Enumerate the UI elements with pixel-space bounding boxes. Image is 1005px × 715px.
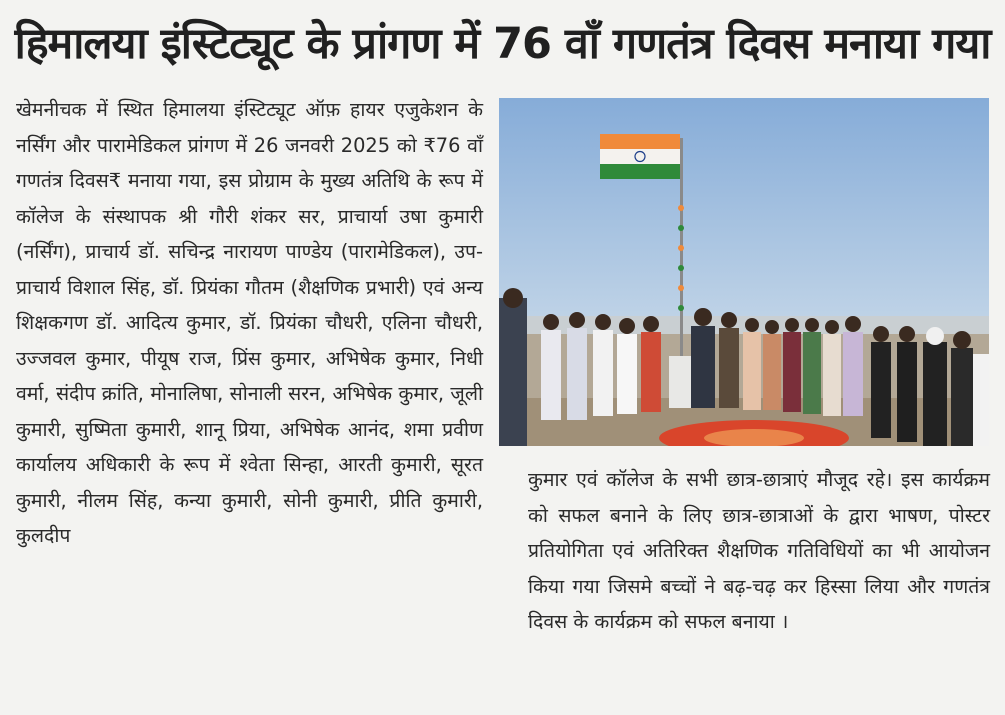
article-column-right: कुमार एवं कॉलेज के सभी छात्र-छात्राएं मौजूद रहे। इस कार्यक्रम को सफल बनाने के लिए छात्र-छात्राओं के द्वारा भाषण, पोस्टर प्रतियोगिता एवं अतिरिक्त शैक्षणिक गतिविधियों का भी आयोजन किया गया जिसमे बच्चों ने बढ़-चढ़ कर हिस्सा लिया और गणतंत्र दिवस के कार्यक्रम को सफल बनाया । <box>528 468 990 633</box>
article-column-left: खेमनीचक में स्थित हिमालया इंस्टिट्यूट ऑफ़ हायर एजुकेशन के नर्सिंग और पारामेडिकल प्रांगण में 26 जनवरी 2025 को ₹76 वाँ गणतंत्र दिवस₹ मनाया गया, इस प्रोग्राम के मुख्य अतिथि के रूप में कॉलेज के संस्थापक श्री गौरी शंकर सर, प्राचार्या उषा कुमारी (नर्सिंग), प्राचार्य डॉ. सचिन्द्र नारायण पाण्डेय (पारामेडिकल), उप-प्राचार्य विशाल सिंह, डॉ. प्रियंका गौतम (शैक्षणिक प्रभारी) एवं अन्य शिक्षकगण डॉ. आदित्य कुमार, डॉ. प्रियंका चौधरी, एलिना चौधरी, उज्जवल कुमार, पीयूष राज, प्रिंस कुमार, अभिषेक कुमार, निधी वर्मा, संदीप क्रांति, मोनालिषा, सोनाली सरन, अभिषेक कुमार, जूली कुमारी, सुष्मिता कुमारी, शानू प्रिया, अभिषेक आनंद, शमा प्रवीण कार्यालय अधिकारी के रूप में श्वेता सिन्हा, आरती कुमारी, सूरत कुमारी, नीलम सिंह, कन्या कुमारी, सोनी कुमारी, प्रीति कुमारी, कुलदीप <box>16 98 483 547</box>
indian-flag <box>600 134 680 179</box>
podium <box>669 356 694 408</box>
headline: हिमालया इंस्टिट्यूट के प्रांगण में 76 वाँ गणतंत्र दिवस मनाया गया <box>14 19 991 69</box>
flag-hoisting-photo <box>499 98 989 446</box>
